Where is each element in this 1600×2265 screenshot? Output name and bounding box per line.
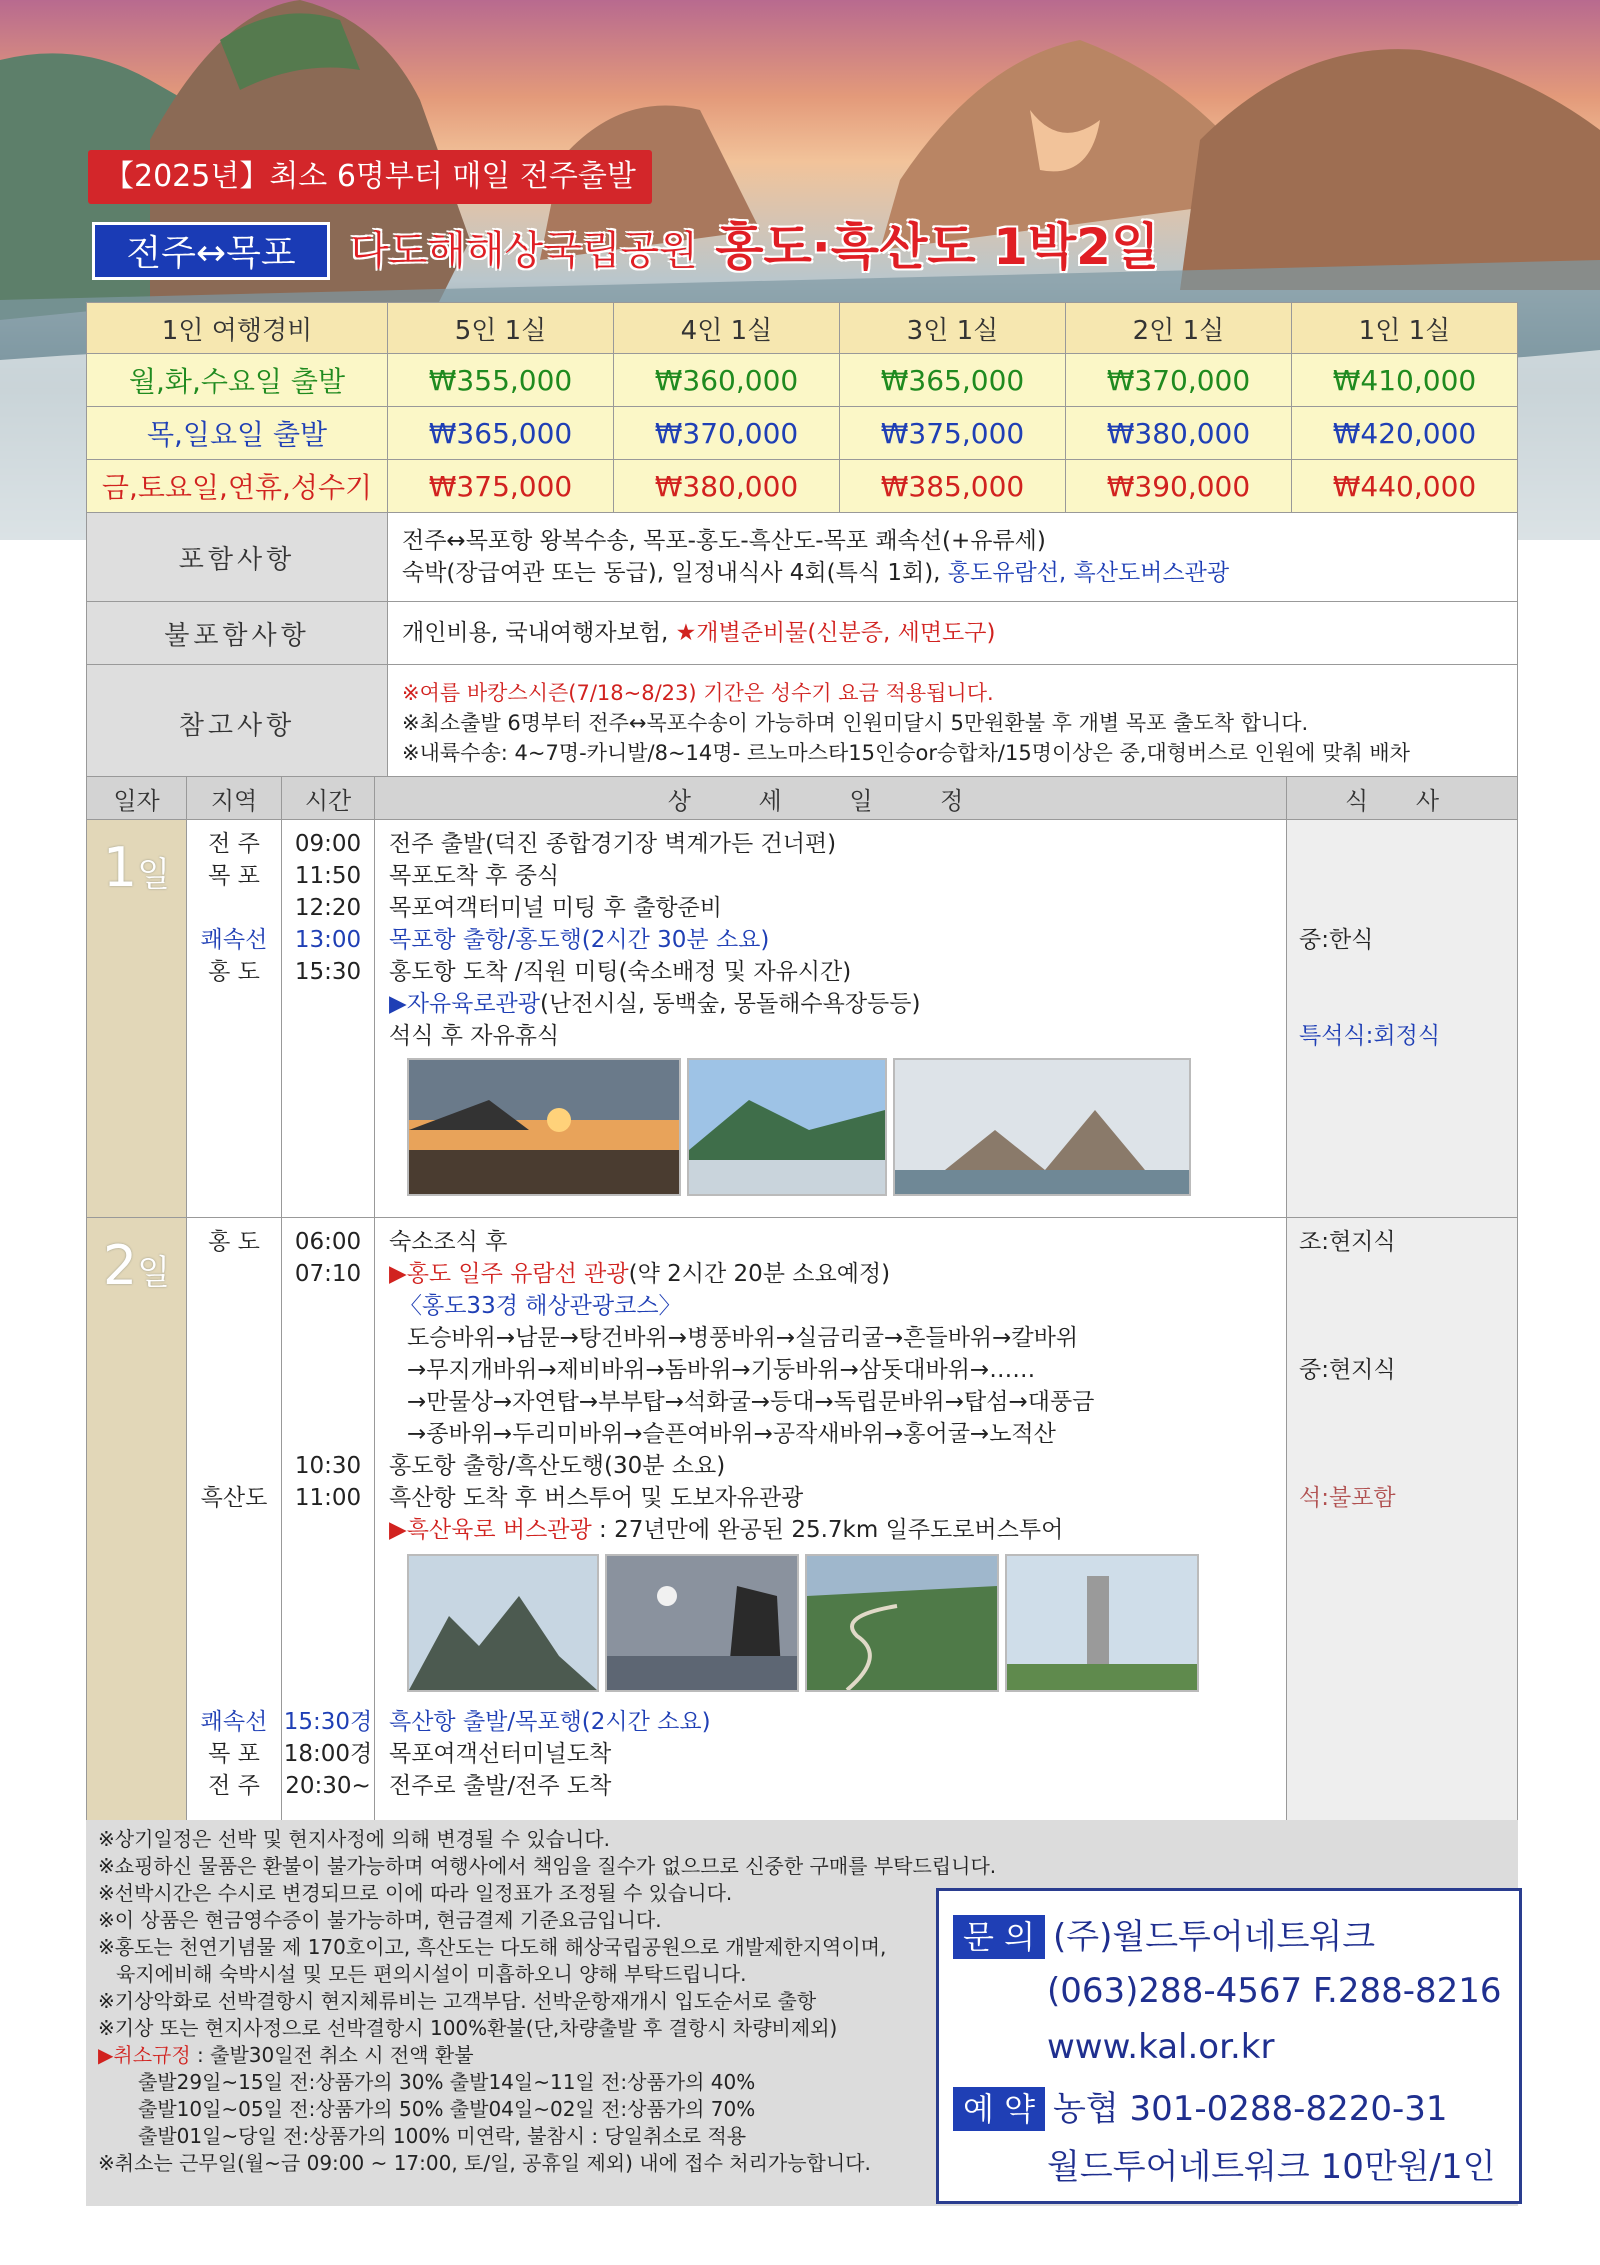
time-item — [283, 1386, 373, 1418]
day2-row — [87, 1218, 1518, 1836]
detail-item: 목포여객터미널 미팅 후 출항준비 — [389, 895, 722, 921]
detail-item: 흑산항 출발/목포행(2시간 소요) — [389, 1709, 711, 1735]
price-row — [87, 354, 1518, 407]
contact-website[interactable]: www.kal.or.kr — [1047, 2027, 1275, 2067]
sched-header-time: 시간 — [282, 777, 375, 820]
detail-item: 목포도착 후 중식 — [389, 863, 560, 889]
note-line: ※홍도는 천연기념물 제 170호이고, 흑산도는 다도해 해상국립공원으로 개발제한지역이며, — [98, 1935, 887, 1959]
detail-item — [389, 1258, 1276, 1290]
price-row — [87, 407, 1518, 460]
spacer — [283, 1514, 373, 1706]
day1-meals — [1287, 820, 1518, 1218]
detail-item: 홍도항 출항/흑산도행(30분 소요) — [389, 1453, 726, 1479]
photo-dusk-rock — [605, 1554, 799, 1692]
bank-account: 농협 301-0288-8220-31 — [1053, 2089, 1448, 2129]
reference-content — [388, 665, 1518, 782]
time-item: 10:30 — [294, 1453, 362, 1479]
price-row-label: 목,일요일 출발 — [87, 407, 388, 460]
area-item — [188, 1418, 280, 1450]
price-header-5: 5인 1실 — [388, 303, 614, 354]
detail-rest: (난전시실, 동백숲, 몽돌해수욕장등등) — [540, 991, 921, 1017]
meal-item: 석:불포함 — [1299, 1485, 1396, 1511]
time-item — [283, 1418, 373, 1450]
price-row-label: 월,화,수요일 출발 — [87, 354, 388, 407]
detail-item: →무지개바위→제비바위→돔바위→기둥바위→삼돗대바위→…… — [407, 1357, 1036, 1383]
reference-line3: ※내륙수송: 4~7명-카니발/8~14명- 르노마스타15인승or승합차/15명이상은 중,대형버스로 인원에 맞춰 배차 — [402, 741, 1410, 765]
day2-areas — [187, 1218, 282, 1836]
price-header-1: 1인 1실 — [1291, 303, 1517, 354]
price-cell: ₩370,000 — [613, 407, 839, 460]
note-line: ※이 상품은 현금영수증이 불가능하며, 현금결제 기준요금입니다. — [98, 1908, 662, 1932]
detail-item: 도승바위→남문→탕건바위→병풍바위→실금리굴→흔들바위→칼바위 — [407, 1325, 1079, 1351]
time-item: 13:00 — [294, 927, 362, 953]
detail-item: 목포여객선터미널도착 — [389, 1741, 612, 1767]
area-item — [188, 1354, 280, 1386]
day2-details — [375, 1218, 1287, 1836]
excluded-a: 개인비용, 국내여행자보험, — [402, 620, 676, 646]
day2-label — [87, 1218, 187, 1836]
meal-item: 중:현지식 — [1299, 1357, 1396, 1383]
detail-rest: : 27년만에 완공된 25.7km 일주도로버스투어 — [591, 1517, 1064, 1543]
detail-item: 숙소조식 후 — [389, 1229, 508, 1255]
detail-item — [389, 988, 1276, 1020]
day1-number: 1 — [102, 836, 138, 899]
sched-header-meal: 식 사 — [1287, 777, 1518, 820]
area-item: 쾌속선 — [200, 927, 268, 953]
area-item — [188, 1450, 280, 1482]
day1-areas — [187, 820, 282, 1218]
included-row — [87, 513, 1518, 602]
reserve-tag: 예 약 — [953, 2087, 1045, 2131]
note-line: 출발29일~15일 전:상품가의 30% 출발14일~11일 전:상품가의 40% — [138, 2070, 756, 2094]
detail-item: 홍도항 도착 /직원 미팅(숙소배정 및 자유시간) — [389, 959, 852, 985]
day2-unit: 일 — [137, 1253, 171, 1293]
detail-item: 전주 출발(덕진 종합경기장 벽계가든 건너편) — [389, 831, 837, 857]
included-line1: 전주↔목포항 왕복수송, 목포-홍도-흑산도-목포 쾌속선(+유류세) — [402, 528, 1046, 554]
price-header-2: 2인 1실 — [1065, 303, 1291, 354]
time-item: 07:10 — [294, 1261, 362, 1287]
included-line2 — [402, 557, 1503, 589]
detail-item: 목포항 출항/홍도행(2시간 30분 소요) — [389, 927, 770, 953]
area-item: 목 포 — [208, 1741, 260, 1767]
note-line: 육지에비해 숙박시설 및 모든 편의시설이 미흡하오니 양해 부탁드립니다. — [116, 1962, 747, 1986]
note-line: ※기상악화로 선박결항시 현지체류비는 고객부담. 선박운항재개시 입도순서로 출항 — [98, 1989, 817, 2013]
price-cell: ₩420,000 — [1291, 407, 1517, 460]
tour-title-main: 홍도·흑산도 1박2일 — [715, 218, 1160, 276]
price-cell: ₩365,000 — [388, 407, 614, 460]
area-item: 전 주 — [208, 831, 260, 857]
price-cell: ₩385,000 — [839, 460, 1065, 513]
day1-unit: 일 — [137, 855, 171, 895]
detail-highlight: ▶자유육로관광 — [389, 991, 540, 1017]
day2-times — [282, 1218, 375, 1836]
area-item: 쾌속선 — [200, 1709, 268, 1735]
price-header-3: 3인 1실 — [839, 303, 1065, 354]
day2-photos — [407, 1554, 1276, 1692]
note-line: 출발10일~05일 전:상품가의 50% 출발04일~02일 전:상품가의 70% — [138, 2097, 756, 2121]
price-cell: ₩375,000 — [388, 460, 614, 513]
note-line: ※기상 또는 현지사정으로 선박결항시 100%환불(단,차량출발 후 결항시 차량비제외) — [98, 2016, 838, 2040]
route-label: 전주↔목포 — [92, 222, 330, 280]
time-item: 06:00 — [294, 1229, 362, 1255]
excluded-b: ★개별준비물(신분증, 세면도구) — [675, 620, 996, 646]
area-item: 홍 도 — [208, 959, 260, 985]
area-item: 목 포 — [208, 863, 260, 889]
price-cell: ₩380,000 — [1065, 407, 1291, 460]
time-item — [283, 1290, 373, 1322]
detail-highlight: ▶흑산육로 버스관광 — [389, 1517, 592, 1543]
reference-label: 참고사항 — [87, 665, 388, 782]
photo-winding-road — [805, 1554, 999, 1692]
detail-item: →종바위→두리미바위→슬픈여바위→공작새바위→홍어굴→노적산 — [407, 1421, 1056, 1447]
note-line: ※선박시간은 수시로 변경되므로 이에 따라 일정표가 조정될 수 있습니다. — [98, 1881, 733, 1905]
time-item: 12:20 — [294, 895, 362, 921]
price-cell: ₩370,000 — [1065, 354, 1291, 407]
cancel-rule-label: ▶취소규정 — [98, 2043, 191, 2067]
reference-line1: ※여름 바캉스시즌(7/18~8/23) 기간은 성수기 요금 적용됩니다. — [402, 681, 994, 705]
time-item — [283, 1354, 373, 1386]
price-header-label: 1인 여행경비 — [87, 303, 388, 354]
area-item — [188, 1258, 280, 1290]
photo-rock-arch — [893, 1058, 1191, 1196]
price-row — [87, 460, 1518, 513]
spacer — [188, 1514, 280, 1706]
company-name: (주)월드투어네트워크 — [1053, 1917, 1376, 1957]
detail-item: 전주로 출발/전주 도착 — [389, 1773, 612, 1799]
day1-row — [87, 820, 1518, 1218]
meal-item: 특석식:회정식 — [1299, 1023, 1441, 1049]
area-item — [188, 1322, 280, 1354]
photo-sunset-coast — [407, 1058, 681, 1196]
price-cell: ₩380,000 — [613, 460, 839, 513]
day2-meals — [1287, 1218, 1518, 1836]
price-cell: ₩365,000 — [839, 354, 1065, 407]
area-item — [188, 892, 280, 924]
day1-label — [87, 820, 187, 1218]
price-table — [86, 302, 1518, 782]
area-item — [188, 1386, 280, 1418]
contact-reserve — [953, 2081, 1448, 2131]
sched-header-detail: 상 세 일 정 — [375, 777, 1287, 820]
photo-monument — [1005, 1554, 1199, 1692]
time-item: 20:30~ — [285, 1773, 371, 1799]
note-line: ※쇼핑하신 물품은 환불이 불가능하며 여행사에서 책임을 질수가 없으므로 신중한 구매를 부탁드립니다. — [98, 1854, 997, 1878]
schedule-table — [86, 776, 1518, 1836]
detail-item — [389, 1514, 1276, 1546]
photo-coast-rocks — [407, 1554, 599, 1692]
contact-phone[interactable]: (063)288-4567 F.288-8216 — [1047, 1971, 1502, 2011]
inquiry-tag: 문 의 — [953, 1915, 1045, 1959]
detail-item: →만물상→자연탑→부부탑→석화굴→등대→독립문바위→탑섬→대풍금 — [407, 1389, 1095, 1415]
included-line2a: 숙박(장급여관 또는 동급), 일정내식사 4회(특식 1회), — [402, 560, 948, 586]
photo-island-village — [687, 1058, 887, 1196]
note-line: ※취소는 근무일(월~금 09:00 ~ 17:00, 토/일, 공휴일 제외) 내에 접수 처리가능합니다. — [98, 2151, 871, 2175]
sched-header-area: 지역 — [187, 777, 282, 820]
area-item: 전 주 — [208, 1773, 260, 1799]
detail-item: 석식 후 자유휴식 — [389, 1023, 560, 1049]
tour-title — [340, 208, 1169, 286]
price-cell: ₩440,000 — [1291, 460, 1517, 513]
reference-row — [87, 665, 1518, 782]
cancel-rule-text: : 출발30일전 취소 시 전액 환불 — [190, 2043, 474, 2067]
price-cell: ₩390,000 — [1065, 460, 1291, 513]
included-label: 포함사항 — [87, 513, 388, 602]
time-item: 11:00 — [294, 1485, 362, 1511]
day2-number: 2 — [102, 1234, 138, 1297]
excluded-content — [388, 602, 1518, 665]
meal-item: 중:한식 — [1299, 927, 1374, 953]
area-item: 홍 도 — [208, 1229, 260, 1255]
note-line — [98, 2042, 474, 2069]
price-cell: ₩375,000 — [839, 407, 1065, 460]
area-item — [188, 1290, 280, 1322]
price-row-label: 금,토요일,연휴,성수기 — [87, 460, 388, 513]
included-line2b: 홍도유람선, 흑산도버스관광 — [947, 560, 1230, 586]
tour-title-sub: 다도해해상국립공원 — [350, 228, 698, 274]
time-item: 15:30 — [294, 959, 362, 985]
detail-item: 〈홍도33경 해상관광코스〉 — [399, 1293, 682, 1319]
detail-item: 흑산항 도착 후 버스투어 및 도보자유관광 — [389, 1485, 804, 1511]
deposit-info: 월드투어네트워크 10만원/1인 — [1047, 2147, 1496, 2187]
area-item: 흑산도 — [200, 1485, 268, 1511]
detail-rest: (약 2시간 20분 소요예정) — [628, 1261, 891, 1287]
year-badge: 【2025년】최소 6명부터 매일 전주출발 — [88, 150, 652, 204]
day1-photos — [407, 1058, 1276, 1196]
time-item: 09:00 — [294, 831, 362, 857]
sched-header-day: 일자 — [87, 777, 187, 820]
reference-line2: ※최소출발 6명부터 전주↔목포수송이 가능하며 인원미달시 5만원환불 후 개별 목포 출도착 합니다. — [402, 711, 1309, 735]
day1-times — [282, 820, 375, 1218]
meal-item: 조:현지식 — [1299, 1229, 1396, 1255]
detail-highlight: ▶홍도 일주 유람선 관광 — [389, 1261, 629, 1287]
time-item — [283, 1322, 373, 1354]
price-header-4: 4인 1실 — [613, 303, 839, 354]
time-item: 15:30경 — [283, 1709, 373, 1735]
note-line: ※상기일정은 선박 및 현지사정에 의해 변경될 수 있습니다. — [98, 1827, 610, 1851]
contact-inquiry — [953, 1909, 1375, 1959]
price-cell: ₩410,000 — [1291, 354, 1517, 407]
time-item: 18:00경 — [283, 1741, 373, 1767]
contact-box — [936, 1888, 1522, 2204]
excluded-label: 불포함사항 — [87, 602, 388, 665]
included-content — [388, 513, 1518, 602]
price-cell: ₩355,000 — [388, 354, 614, 407]
excluded-row — [87, 602, 1518, 665]
price-cell: ₩360,000 — [613, 354, 839, 407]
day1-details — [375, 820, 1287, 1218]
time-item: 11:50 — [294, 863, 362, 889]
note-line: 출발01일~당일 전:상품가의 100% 미연락, 불참시 : 당일취소로 적용 — [138, 2124, 747, 2148]
